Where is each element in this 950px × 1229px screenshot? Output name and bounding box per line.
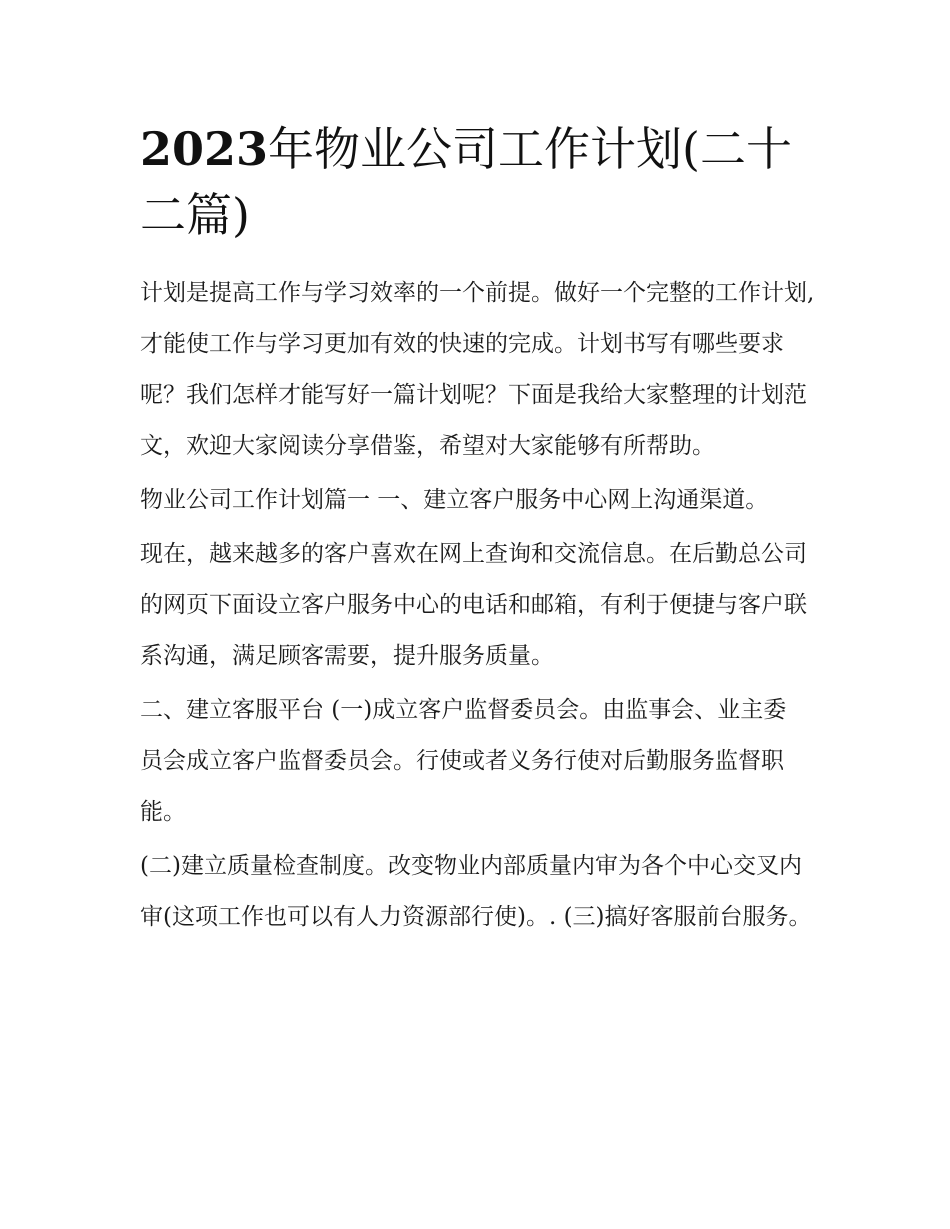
paragraph-service-platform: 二、建立客服平台 (一)成立客户监督委员会。由监事会、业主委员会成立客户监督委员会。行使或者义务行使对后勤服务监督职能。 xyxy=(140,697,787,825)
document-page xyxy=(140,116,816,946)
paragraph-intro: 计划是提高工作与学习效率的一个前提。做好一个完整的工作计划,才能使工作与学习更加有效的快速的完成。计划书写有哪些要求呢？我们怎样才能写好一篇计划呢？下面是我给大家整理的计划范文，欢迎大家阅读分享借鉴，希望对大家能够有所帮助。 xyxy=(140,280,815,459)
paragraph-quality-check: (二)建立质量检查制度。改变物业内部质量内审为各个中心交叉内审(这项工作也可以有人力资源部行使)。. (三)搞好客服前台服务。 xyxy=(140,853,812,930)
title-year: 2023 xyxy=(140,122,269,176)
title-text: 年物业公司工作计划(二十二篇) xyxy=(140,122,792,242)
document-title xyxy=(140,116,816,248)
paragraph-section-one: 物业公司工作计划篇一 一、建立客户服务中心网上沟通渠道。 xyxy=(140,487,769,513)
paragraph-online-channel: 现在，越来越多的客户喜欢在网上查询和交流信息。在后勤总公司的网页下面设立客户服务中心的电话和邮箱，有利于便捷与客户联系沟通，满足顾客需要，提升服务质量。 xyxy=(140,541,807,669)
